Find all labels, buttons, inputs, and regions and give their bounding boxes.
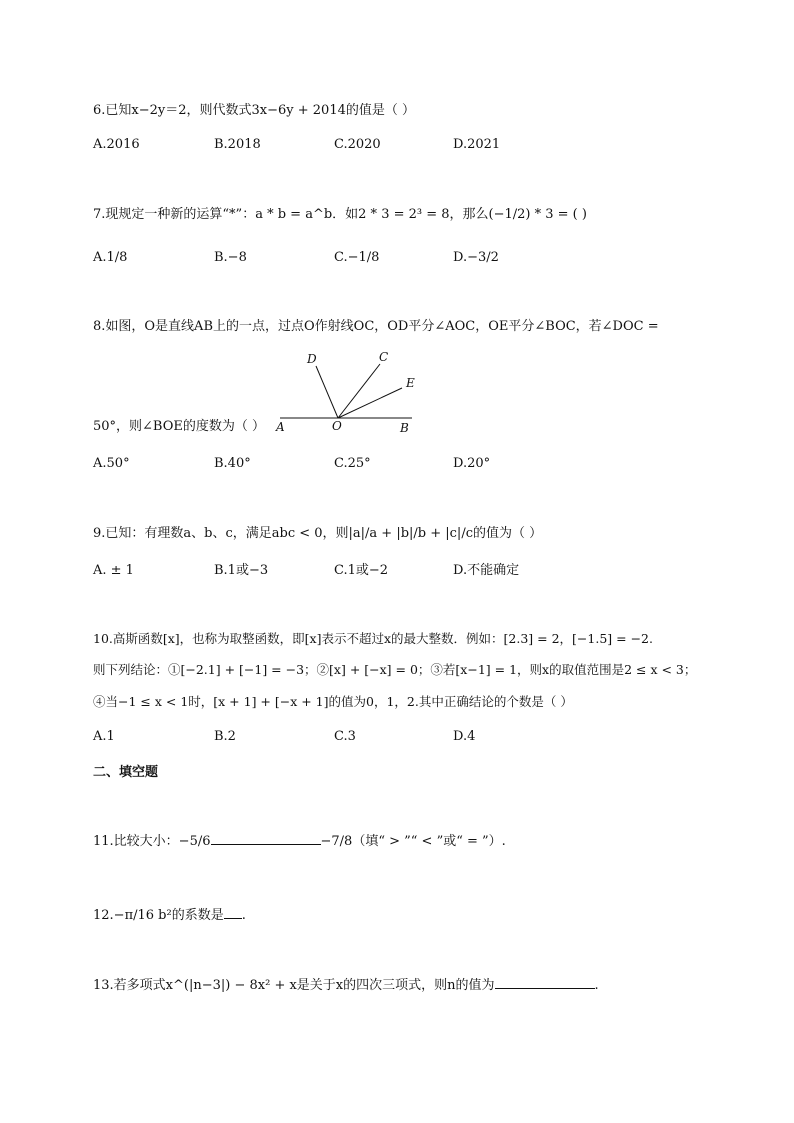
q9-option-a: A. ± 1	[93, 563, 134, 578]
q10-option-b: B.2	[214, 729, 236, 744]
label-c: C	[379, 350, 389, 364]
q9-stem: 9.已知：有理数a、b、c，满足abc < 0，则|a|/a + |b|/b + |c|/c的值为（ ）	[93, 526, 543, 541]
label-o: O	[332, 419, 342, 433]
label-d: D	[307, 352, 317, 366]
label-e: E	[406, 376, 415, 390]
q12-suffix: .	[241, 908, 246, 923]
q10-option-a: A.1	[93, 729, 115, 744]
q13-prefix: 13.若多项式x^(|n−3|) − 8x² + x是关于x的四次三项式，则n的值为	[93, 978, 495, 993]
q11-prefix: 11.比较大小：−5/6	[93, 834, 211, 849]
q7-option-d: D.−3/2	[453, 250, 499, 265]
q9-option-b: B.1或−3	[214, 563, 269, 578]
q12-prefix: 12.−π/16 b²的系数是	[93, 908, 224, 923]
q11	[93, 832, 506, 850]
q13-answer-blank[interactable]	[495, 976, 595, 989]
q10-option-d: D.4	[453, 729, 476, 744]
q8-option-c: C.25°	[334, 456, 371, 471]
q8-option-a: A.50°	[93, 456, 130, 471]
angle-figure	[272, 346, 422, 436]
q7-option-c: C.−1/8	[334, 250, 380, 265]
q8-stem-cont: 50°，则∠BOE的度数为（ ）	[93, 419, 266, 434]
label-a: A	[276, 420, 285, 434]
q7-option-b: B.−8	[214, 250, 247, 265]
q10-option-c: C.3	[334, 729, 356, 744]
q10-line2: 则下列结论：①[−2.1] + [−1] = −3；②[x] + [−x] = 0；③若[x−1] = 1，则x的取值范围是2 ≤ x < 3；	[93, 662, 697, 677]
q7-stem: 7.现规定一种新的运算“*”：a * b = a^b．如2 * 3 = 2³ = 8，那么(−1/2) * 3 = ( )	[93, 207, 587, 222]
q6-option-d: D.2021	[453, 137, 501, 152]
label-b: B	[400, 421, 409, 435]
q6-option-c: C.2020	[334, 137, 381, 152]
q8-option-d: D.20°	[453, 456, 491, 471]
q7-option-a: A.1/8	[93, 250, 128, 265]
q10-line1: 10.高斯函数[x]，也称为取整函数，即[x]表示不超过x的最大整数．例如：[2.3] = 2，[−1.5] = −2.	[93, 631, 653, 646]
q12	[93, 906, 246, 924]
q6-option-a: A.2016	[93, 137, 140, 152]
q6-stem: 6.已知x−2y＝2，则代数式3x−6y + 2014的值是（ ）	[93, 103, 415, 118]
q10-line3: ④当−1 ≤ x < 1时，[x + 1] + [−x + 1]的值为0，1，2.其中正确结论的个数是（ ）	[93, 694, 573, 709]
ray-oe	[338, 388, 402, 418]
q6-option-b: B.2018	[214, 137, 261, 152]
ray-od	[316, 366, 338, 418]
q11-suffix: −7/8（填“ > ”“ < ”或“ = ”）.	[320, 834, 506, 849]
q8-option-b: B.40°	[214, 456, 251, 471]
q9-option-d: D.不能确定	[453, 563, 520, 578]
section-heading-fill-blank: 二、填空题	[93, 765, 159, 780]
q13	[93, 976, 599, 994]
ray-oc	[338, 364, 380, 418]
q9-option-c: C.1或−2	[334, 563, 389, 578]
q8-stem: 8.如图，O是直线AB上的一点，过点O作射线OC，OD平分∠AOC，OE平分∠BOC，若∠DOC =	[93, 319, 659, 334]
q12-answer-blank[interactable]	[224, 906, 242, 919]
q13-suffix: .	[594, 978, 599, 993]
q11-answer-blank[interactable]	[211, 832, 321, 845]
